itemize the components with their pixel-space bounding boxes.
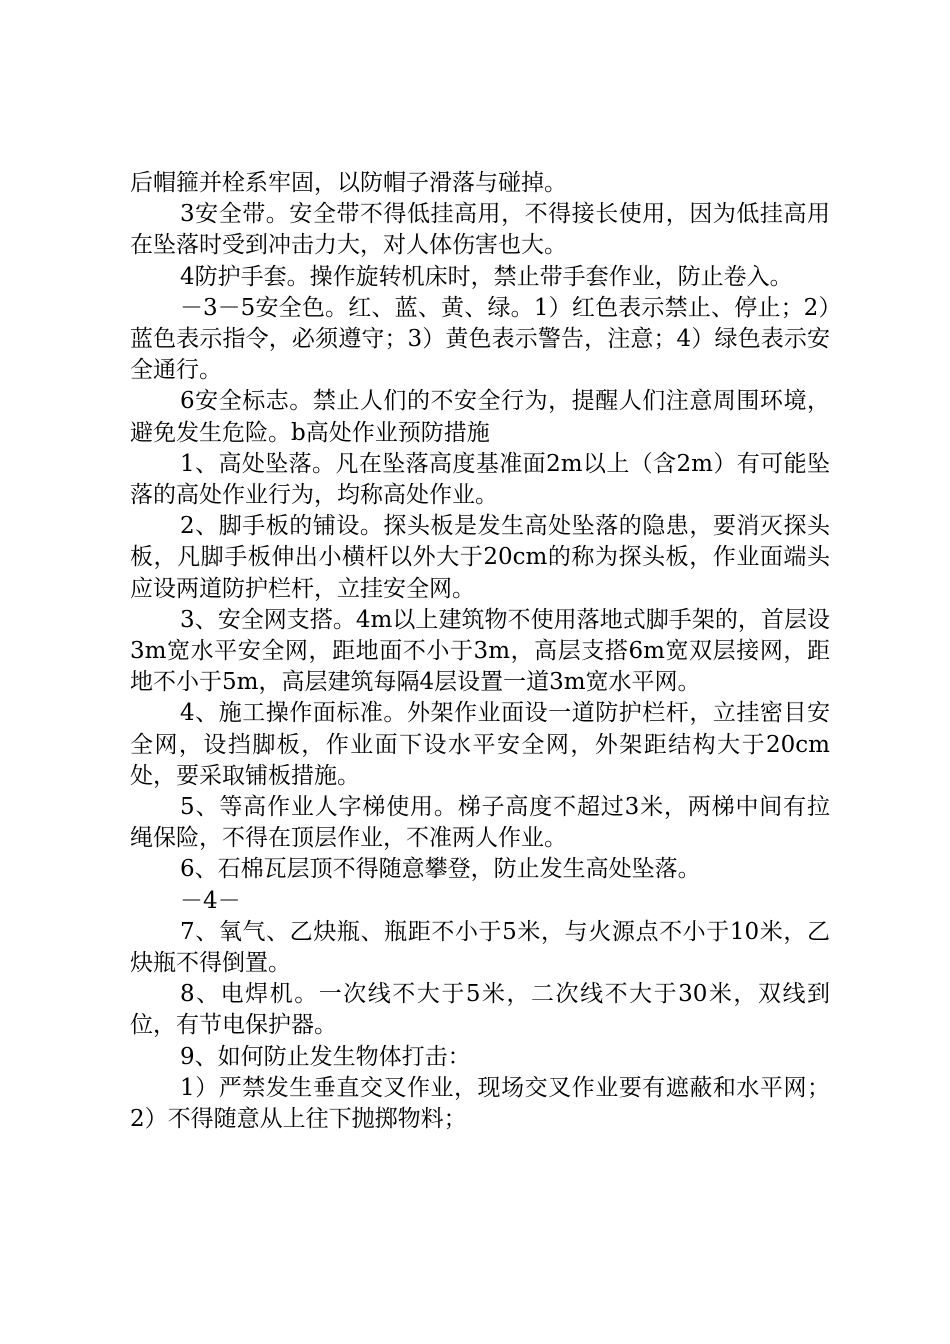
paragraph-object-strike: 9、如何防止发生物体打击：	[180, 1043, 471, 1070]
paragraph-work-surface: 4、施工操作面标准。外架作业面设一道防护栏杆，立挂密目安全网，设挡脚板，作业面下设水平安全网，外架距结构大于20cm处，要采取铺板措施。	[130, 700, 830, 789]
paragraph-welding-machine: 8、电焊机。一次线不大于5米，二次线不大于30米，双线到位，有节电保护器。	[130, 981, 830, 1039]
paragraph-gas-cylinders: 7、氧气、乙炔瓶、瓶距不小于5米，与火源点不小于10米，乙炔瓶不得倒置。	[130, 918, 830, 977]
paragraph-cross-operation: 1）严禁发生垂直交叉作业，现场交叉作业要有遮蔽和水平网；2）不得随意从上往下抛掷物料；	[130, 1074, 830, 1133]
document-body	[130, 168, 830, 1135]
paragraph-protective-gloves: 4防护手套。操作旋转机床时，禁止带手套作业，防止卷入。	[180, 263, 793, 290]
paragraph-high-fall: 1、高处坠落。凡在坠落高度基准面2m以上（含2m）有可能坠落的高处作业行为，均称高处作业。	[130, 450, 830, 509]
paragraph-scaffold-board: 2、脚手板的铺设。探头板是发生高处坠落的隐患，要消灭探头板，凡脚手板伸出小横杆以外大于20cm的称为探头板，作业面端头应设两道防护栏杆，立挂安全网。	[130, 513, 830, 602]
page-number: －4－	[180, 887, 241, 914]
paragraph-safety-signs: 6安全标志。禁止人们的不安全行为，提醒人们注意周围环境，避免发生危险。b高处作业预防措施	[130, 388, 830, 446]
paragraph-helmet-continued: 后帽箍并栓系牢固，以防帽子滑落与碰掉。	[130, 170, 567, 196]
paragraph-asbestos-roof: 6、石棉瓦层顶不得随意攀登，防止发生高处坠落。	[180, 856, 701, 883]
paragraph-ladder-use: 5、等高作业人字梯使用。梯子高度不超过3米，两梯中间有拉绳保险，不得在顶层作业，不准两人作业。	[130, 794, 830, 852]
paragraph-safety-belt: 3安全带。安全带不得低挂高用，不得接长使用，因为低挂高用在坠落时受到冲击力大，对人体伤害也大。	[130, 201, 830, 259]
paragraph-safety-colors: －3－5安全色。红、蓝、黄、绿。1）红色表示禁止、停止；2）蓝色表示指令，必须遵守；3）黄色表示警告，注意；4）绿色表示安全通行。	[130, 294, 830, 384]
paragraph-safety-net: 3、安全网支搭。4m以上建筑物不使用落地式脚手架的，首层设3m宽水平安全网，距地面不小于3m，高层支搭6m宽双层接网，距地不小于5m，高层建筑每隔4层设置一道3m宽水平网。	[130, 606, 830, 696]
